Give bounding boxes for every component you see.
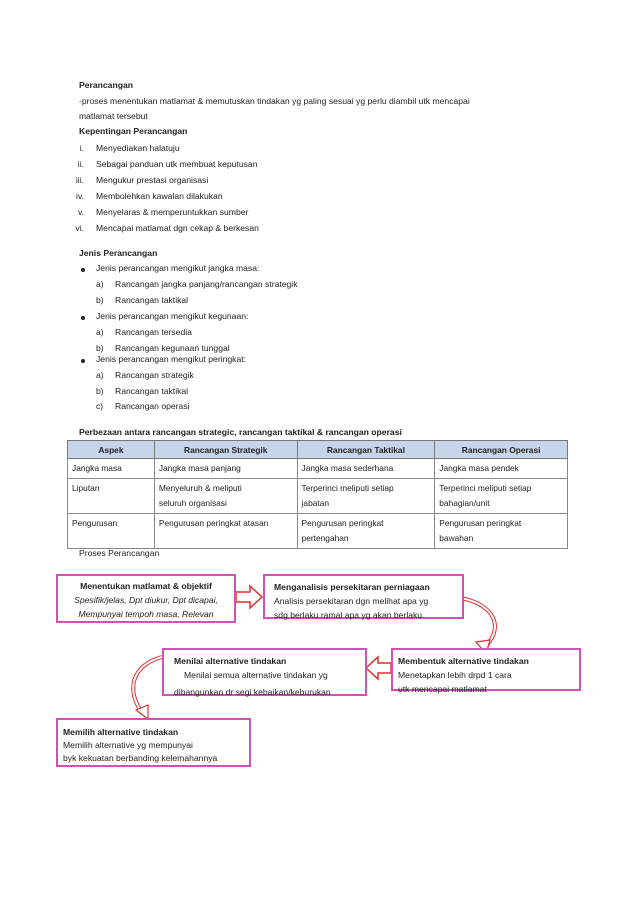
importance-num: vi.: [75, 223, 84, 233]
table-cell: Jangka masa: [68, 459, 155, 479]
table-header: Rancangan Strategik: [154, 441, 297, 459]
arrow-icon: [366, 657, 391, 679]
box-title: Menentukan matlamat & objektif: [80, 581, 212, 591]
type-letter: b): [96, 343, 104, 353]
definition-line-2: matlamat tersebut: [79, 111, 148, 121]
table-cell: Jangka masa panjang: [154, 459, 297, 479]
table-cell: Jangka masa pendek: [435, 459, 568, 479]
type-item: Rancangan taktikal: [115, 295, 189, 305]
process-box-form-alternatives: [391, 648, 581, 694]
definition-line-1: -proses menentukan matlamat & memutuskan tindakan yg paling sesuai yg perlu diambil utk mencapai: [79, 96, 470, 106]
table-header: Rancangan Operasi: [435, 441, 568, 459]
box-text: utk mencapai matlamat: [398, 684, 487, 694]
importance-num: i.: [79, 143, 84, 153]
importance-item: Mengukur prestasi organisasi: [96, 175, 209, 185]
type-item: Rancangan jangka panjang/rancangan strategik: [115, 279, 298, 289]
process-box-set-goals: [56, 574, 236, 623]
arrow-icon: [236, 586, 262, 608]
box-text: byk kekuatan berbanding kelemahannya: [63, 753, 218, 763]
importance-item: Mencapai matlamat dgn cekap & berkesan: [96, 223, 259, 233]
type-letter: a): [96, 279, 104, 289]
importance-num: iv.: [76, 191, 84, 201]
heading-proses: Proses Perancangan: [79, 548, 160, 558]
heading-perancangan: Perancangan: [79, 80, 133, 90]
type-heading: Jenis perancangan mengikut jangka masa:: [96, 263, 260, 273]
type-letter: b): [96, 295, 104, 305]
box-text: Mempunyai tempoh masa, Relevan: [78, 609, 214, 619]
table-cell: Pengurusan peringkat pertengahan: [297, 514, 435, 549]
type-heading: Jenis perancangan mengikut peringkat:: [96, 354, 247, 364]
table-cell: Pengurusan peringkat bawahan: [435, 514, 568, 549]
process-box-analyse-environment: [263, 574, 464, 619]
type-item: Rancangan kegunaan tunggal: [115, 343, 230, 353]
type-item: Rancangan tersedia: [115, 327, 192, 337]
table-cell: Menyeluruh & meliputi seluruh organisasi: [154, 479, 297, 514]
table-header: Rancangan Taktikal: [297, 441, 435, 459]
table-cell: Jangka masa sederhana: [297, 459, 435, 479]
box-text: Menilai semua alternative tindakan yg: [184, 670, 328, 680]
type-heading: Jenis perancangan mengikut kegunaan:: [96, 311, 249, 321]
heading-jenis: Jenis Perancangan: [79, 248, 158, 258]
box-text: dibangunkan dr segi kebaikan/keburukan: [174, 687, 331, 697]
table-cell: Terperinci meliputi setiap jabatan: [297, 479, 435, 514]
importance-item: Menyediakan halatuju: [96, 143, 180, 153]
box-text: Spesifik/jelas, Dpt diukur, Dpt dicapai,: [74, 595, 218, 605]
box-title: Menganalisis persekitaran perniagaan: [274, 582, 430, 592]
box-title: Menilai alternative tindakan: [174, 656, 287, 666]
type-letter: a): [96, 370, 104, 380]
table-cell: Pengurusan peringkat atasan: [154, 514, 297, 549]
type-item: Rancangan taktikal: [115, 386, 189, 396]
box-text: Memilih alternative yg mempunyai: [63, 740, 193, 750]
table-header: Aspek: [68, 441, 155, 459]
table-cell: Terperinci meliputi setiap bahagian/unit: [435, 479, 568, 514]
importance-num: v.: [77, 207, 84, 217]
table-title: Perbezaan antara rancangan strategic, rancangan taktikal & rancangan operasi: [79, 427, 402, 437]
process-box-choose-alternative: [56, 718, 251, 767]
importance-item: Sebagai panduan utk membuat keputusan: [96, 159, 258, 169]
type-item: Rancangan operasi: [115, 401, 190, 411]
process-box-evaluate-alternatives: [162, 648, 367, 696]
box-text: sdg berlaku ramal apa yg akan berlaku: [274, 610, 423, 620]
table-cell: Liputan: [68, 479, 155, 514]
importance-num: ii.: [77, 159, 84, 169]
importance-item: Membolehkan kawalan dilakukan: [96, 191, 223, 201]
type-item: Rancangan strategik: [115, 370, 194, 380]
box-text: Analisis persekitaran dgn melihat apa yg: [274, 596, 429, 606]
heading-kepentingan: Kepentingan Perancangan: [79, 126, 188, 136]
type-letter: c): [96, 401, 104, 411]
type-letter: b): [96, 386, 104, 396]
type-letter: a): [96, 327, 104, 337]
importance-num: iii.: [75, 175, 84, 185]
importance-item: Menyelaras & memperuntukkan sumber: [96, 207, 249, 217]
table-cell: Pengurusan: [68, 514, 155, 549]
box-title: Membentuk alternative tindakan: [398, 656, 529, 666]
box-text: Menetapkan lebih drpd 1 cara: [398, 670, 512, 680]
box-title: Memilih alternative tindakan: [63, 727, 179, 737]
